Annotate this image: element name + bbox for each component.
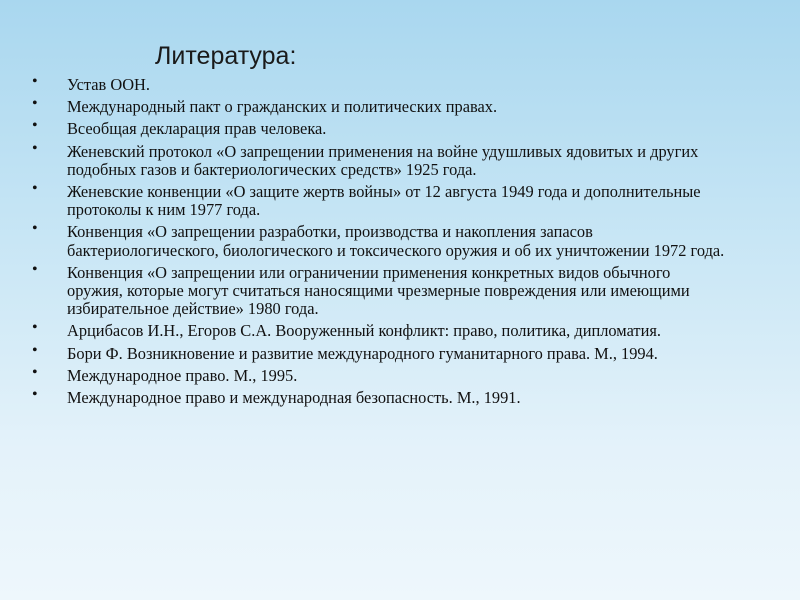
- bullet-icon: •: [32, 95, 38, 113]
- list-item: [30, 139, 730, 179]
- bullet-icon: •: [32, 180, 38, 198]
- list-item-text: Всеобщая декларация прав человека.: [67, 119, 327, 139]
- literature-list: [30, 73, 730, 411]
- list-item-text: Женевские конвенции «О защите жертв войны» от 12 августа 1949 года и дополнительные протоколы к ним 1977 года.: [67, 182, 701, 220]
- list-item-text: Конвенция «О запрещении или ограничении применения конкретных видов обычного оружия, которые могут считаться наносящими чрезмерные повреждения или имеющими избирательное действие» 1980 года.: [67, 262, 690, 319]
- bullet-icon: •: [32, 117, 38, 135]
- bullet-icon: •: [32, 341, 38, 359]
- list-item-text: Бори Ф. Возникновение и развитие международного гуманитарного права. М., 1994.: [67, 343, 658, 363]
- list-item-text: Конвенция «О запрещении разработки, производства и накопления запасов бактериологического, биологического и токсического оружия и об их уничтожении 1972 года.: [67, 222, 725, 260]
- list-item: [30, 220, 730, 260]
- list-item: [30, 319, 730, 341]
- list-item-text: Женевский протокол «О запрещении применения на войне удушливых ядовитых и других подобных газов и бактериологических средств» 1925 года.: [67, 141, 699, 179]
- list-item: [30, 95, 730, 117]
- list-item-text: Международный пакт о гражданских и политических правах.: [67, 97, 498, 117]
- list-item: [30, 363, 730, 385]
- bullet-icon: •: [32, 260, 38, 278]
- bullet-icon: •: [32, 319, 38, 337]
- list-item: [30, 180, 730, 220]
- list-item-text: Международное право и международная безопасность. М., 1991.: [67, 388, 521, 408]
- bullet-icon: •: [32, 73, 38, 90]
- list-item-text: Устав ООН.: [67, 75, 150, 94]
- list-item: [30, 260, 730, 319]
- list-item: [30, 117, 730, 139]
- list-item: [30, 341, 730, 363]
- bullet-icon: •: [32, 386, 38, 404]
- bullet-icon: •: [32, 220, 38, 238]
- bullet-icon: •: [32, 363, 38, 381]
- list-item-text: Международное право. М., 1995.: [67, 365, 298, 385]
- slide-title: Литература:: [155, 42, 297, 70]
- bullet-icon: •: [32, 139, 38, 157]
- list-item-text: Арцибасов И.Н., Егоров С.А. Вооруженный конфликт: право, политика, дипломатия.: [67, 321, 661, 341]
- list-item: [30, 73, 730, 94]
- list-item: [30, 386, 730, 408]
